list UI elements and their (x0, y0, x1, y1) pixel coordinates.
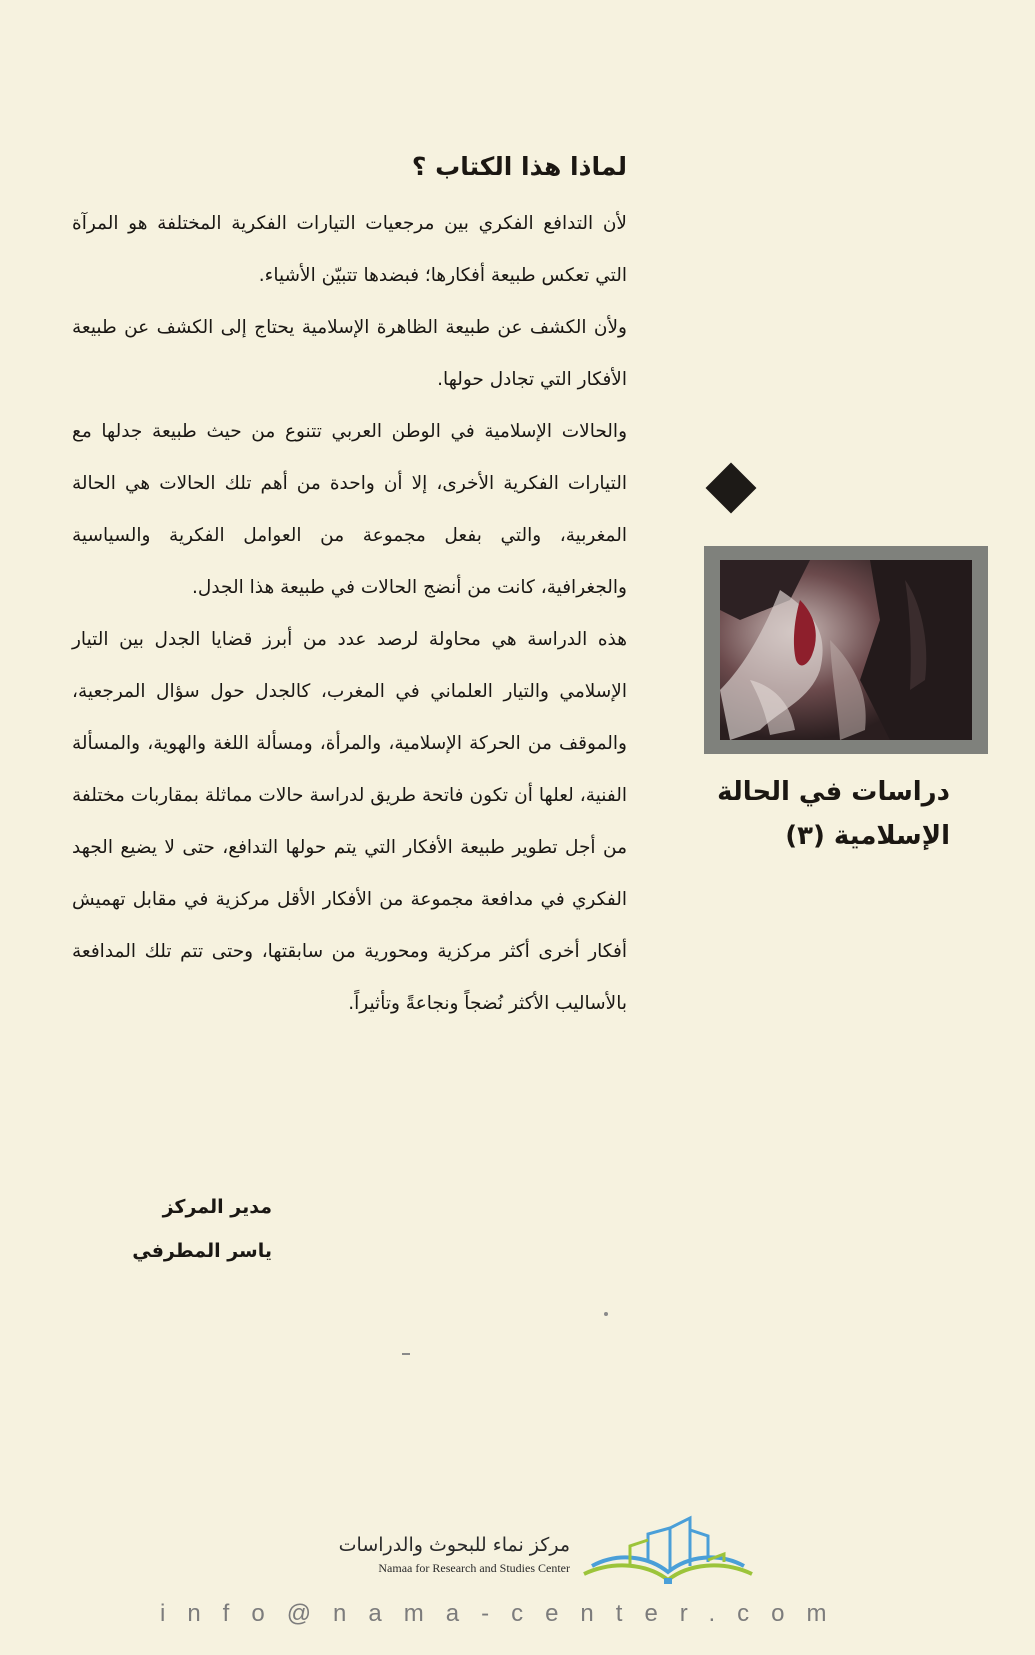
cover-thumbnail (704, 546, 988, 754)
diamond-icon (706, 463, 757, 514)
series-title-line-1: دراسات في الحالة (717, 777, 950, 807)
print-speck (604, 1312, 608, 1316)
signature-name: ياسر المطرفي (132, 1240, 272, 1262)
abstract-painting-image (720, 560, 972, 740)
print-speck (402, 1353, 410, 1355)
signature-role: مدير المركز (162, 1196, 272, 1218)
series-title (700, 770, 950, 858)
organization-name-english: Namaa for Research and Studies Center (378, 1561, 570, 1575)
open-book-buildings-logo (578, 1500, 758, 1590)
organization-name-arabic: مركز نماء للبحوث والدراسات (338, 1534, 570, 1556)
email-address: info@nama-center.com (160, 1600, 849, 1627)
signature-block (72, 1185, 272, 1273)
series-title-line-2: الإسلامية (٣) (785, 821, 950, 851)
page-title: لماذا هذا الكتاب ؟ (411, 152, 627, 181)
main-text-column (72, 150, 627, 1030)
paragraph-2: ولأن الكشف عن طبيعة الظاهرة الإسلامية يحتاج إلى الكشف عن طبيعة الأفكار التي تجادل حولها. (72, 317, 627, 390)
paragraph-3: والحالات الإسلامية في الوطن العربي تتنوع من حيث طبيعة جدلها مع التيارات الفكرية الأخرى، إلا أن واحدة من أهم تلك الحالات هي الحالة المغربية، والتي بفعل مجموعة من العوامل الفكرية والسياسية والجغرافية، كانت من أنضج الحالات في طبيعة هذا الجدل. (72, 421, 627, 598)
paragraph-1: لأن التدافع الفكري بين مرجعيات التيارات الفكرية المختلفة هو المرآة التي تعكس طبيعة أفكارها؛ فبضدها تتبيّن الأشياء. (72, 213, 627, 286)
paragraph-4: هذه الدراسة هي محاولة لرصد عدد من أبرز قضايا الجدل بين التيار الإسلامي والتيار العلماني في المغرب، كالجدل حول سؤال المرجعية، والموقف من الحركة الإسلامية، والمرأة، ومسألة اللغة والهوية، والمسألة الفنية، لعلها أن تكون فاتحة طريق لدراسة حالات مماثلة بمقاربات مختلفة من أجل تطوير طبيعة الأفكار التي يتم حولها التدافع، حتى لا يضيع الجهد الفكري في مدافعة مجموعة من الأفكار الأقل مركزية في مقابل تهميش أفكار أخرى أكثر مركزية ومحورية من سابقتها، وحتى تتم تلك المدافعة بالأساليب الأكثر نُضجاً ونجاعةً وتأثيراً. (72, 629, 627, 1014)
